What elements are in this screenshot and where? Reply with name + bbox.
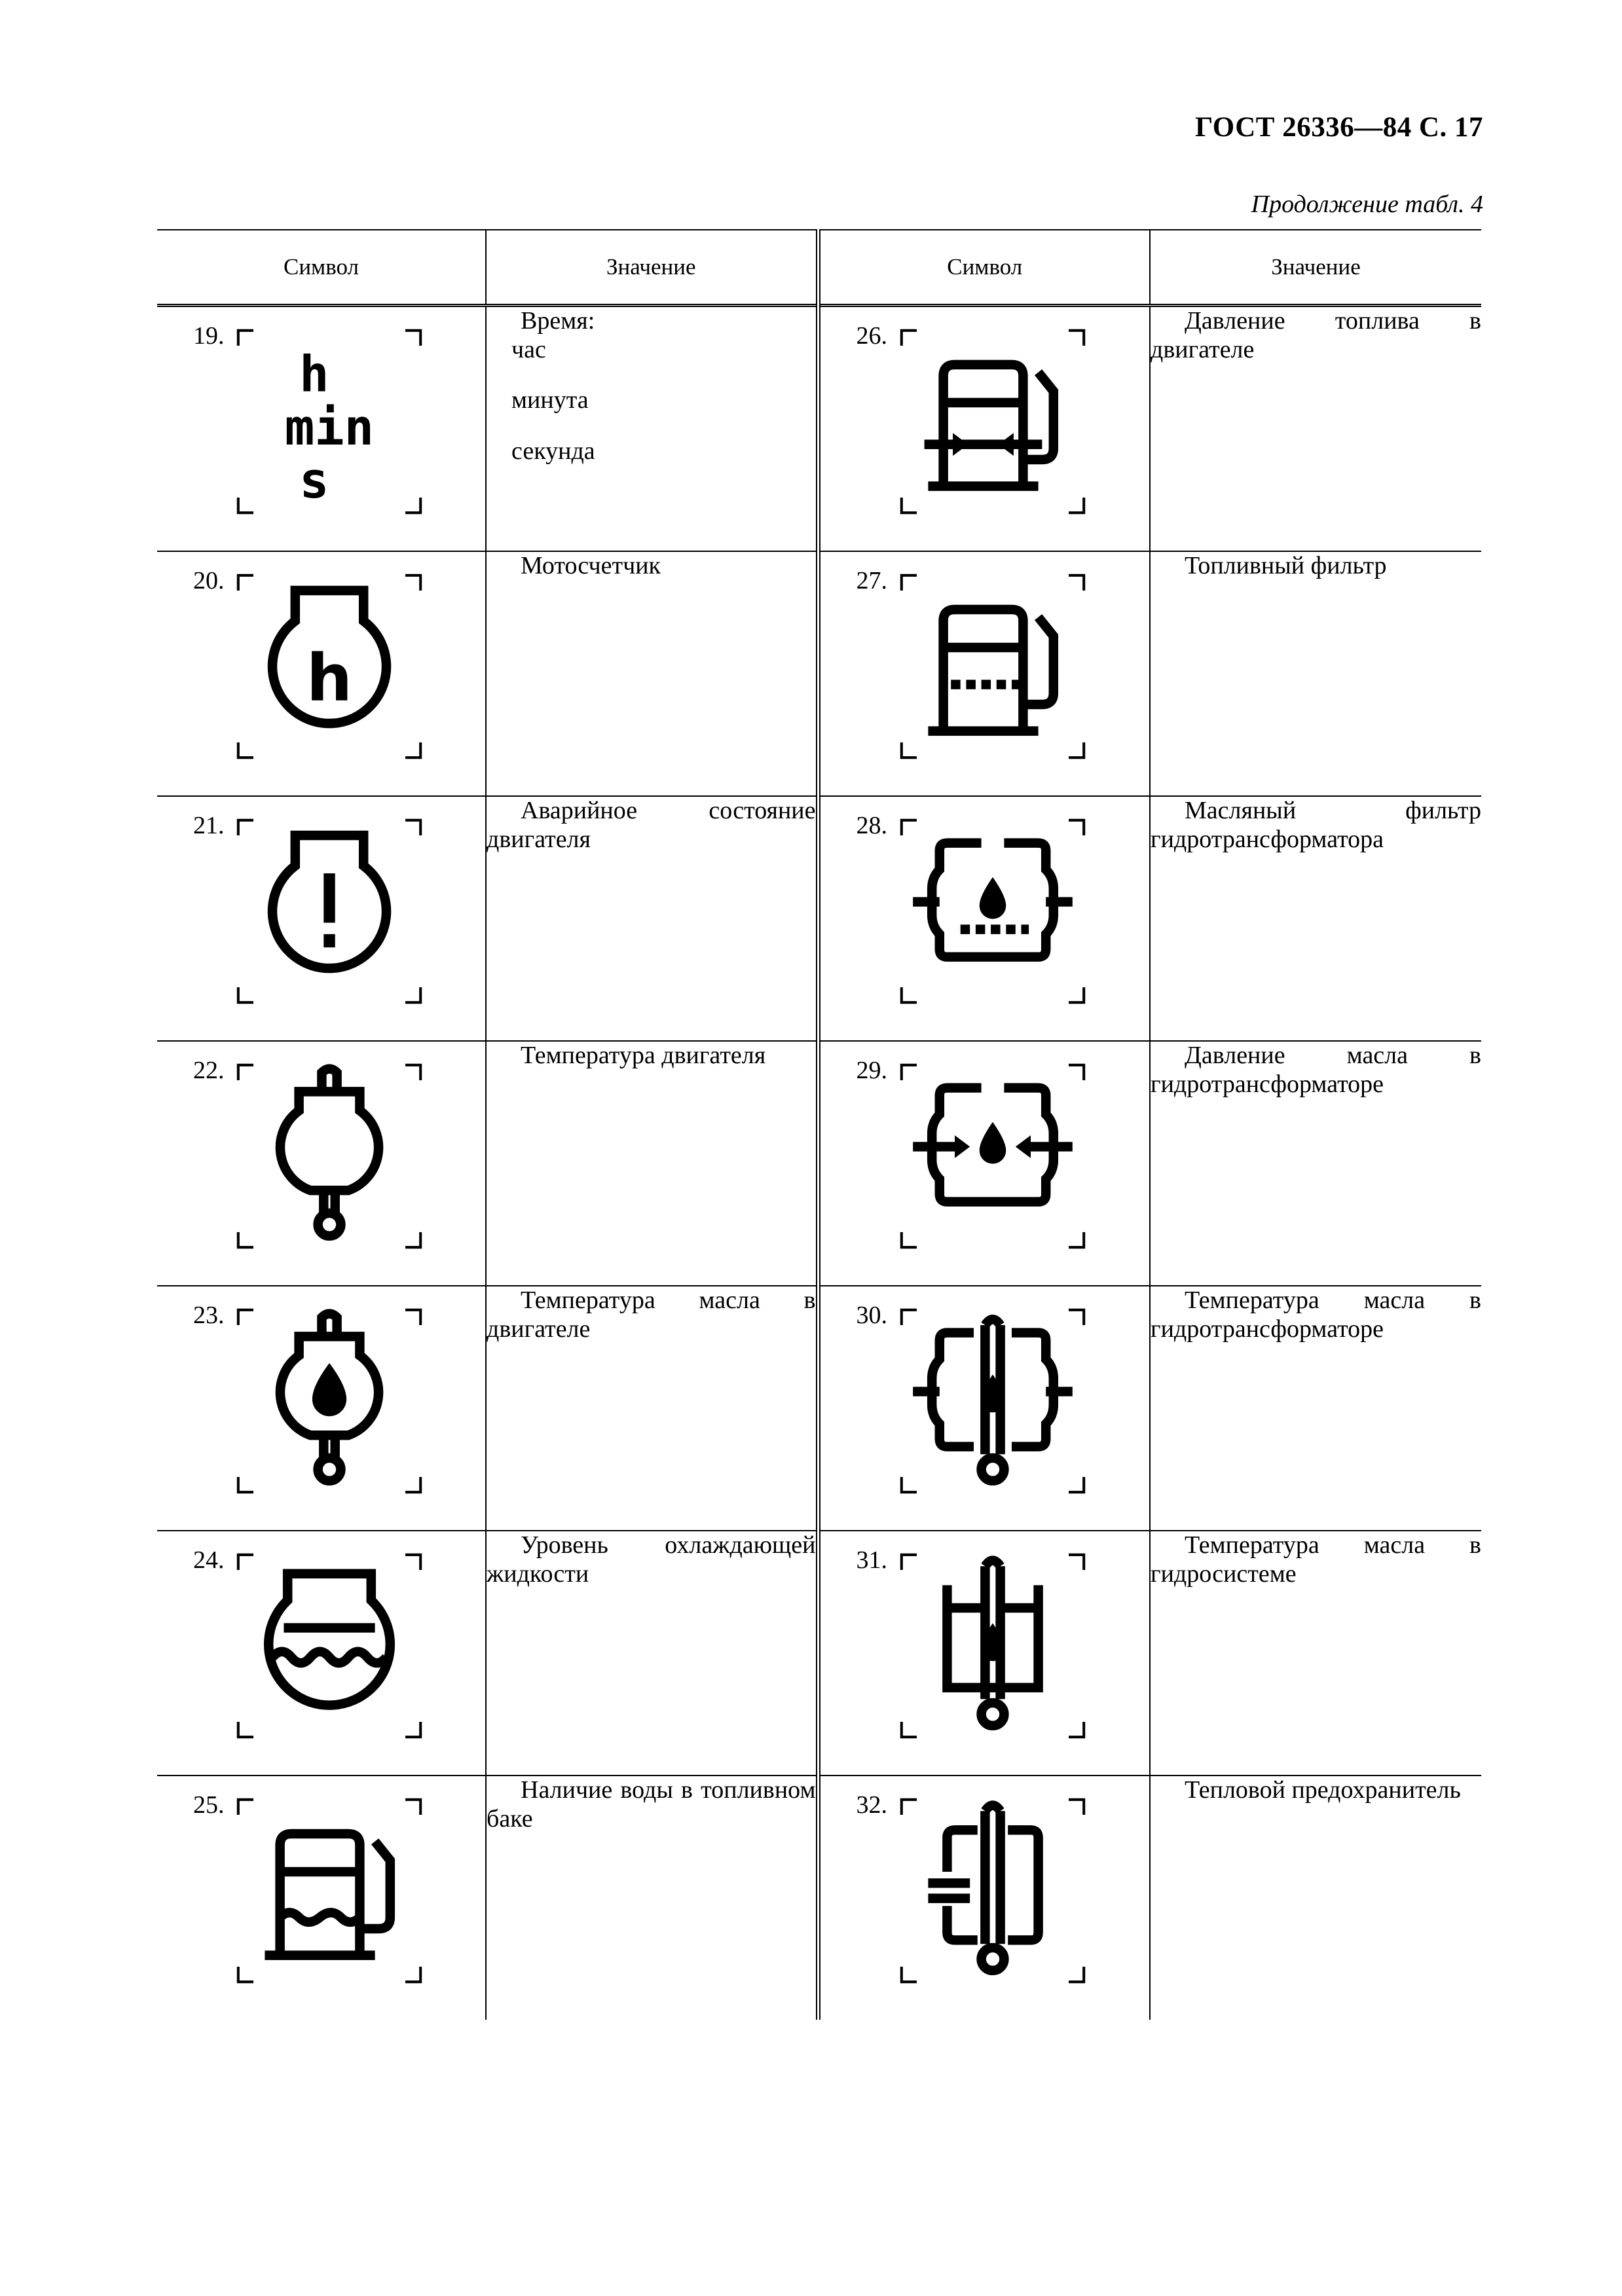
symbol-cell (818, 551, 1150, 796)
symbol-cell (818, 796, 1150, 1041)
item-number: 31. (856, 1546, 887, 1574)
symbol-cell (157, 1041, 486, 1286)
time-hms-icon (234, 327, 424, 517)
meaning-cell (486, 1286, 818, 1531)
symbol-cell (818, 1286, 1150, 1531)
meaning-text: Давление масла в гидротрансформаторе (1151, 1042, 1481, 1098)
meaning-cell (486, 1776, 818, 2020)
table-row (157, 1041, 1481, 1286)
symbols-table (157, 229, 1481, 2020)
table-row (157, 796, 1481, 1041)
symbol-cell (157, 1531, 486, 1776)
symbol-cell (818, 1041, 1150, 1286)
meaning-text: Время: (521, 307, 595, 335)
meaning-text: Температура двигателя (521, 1042, 766, 1069)
column-header-meaning: Значение (486, 230, 818, 306)
item-number: 21. (193, 812, 225, 839)
engine-emergency-icon (234, 816, 424, 1006)
meaning-text: Давление топлива в двигателе (1151, 307, 1481, 363)
symbol-cell (818, 1531, 1150, 1776)
table-row (157, 306, 1481, 552)
meaning-cell (1150, 1286, 1481, 1531)
meaning-cell (1150, 306, 1481, 552)
item-number: 25. (193, 1791, 225, 1819)
symbol-cell (157, 1776, 486, 2020)
meaning-sub-hour: час (511, 335, 546, 363)
meaning-text: Топливный фильтр (1185, 552, 1387, 579)
symbol-cell (157, 306, 486, 552)
item-number: 23. (193, 1302, 225, 1329)
table-row (157, 1776, 1481, 2020)
torque-converter-oil-filter-icon (898, 816, 1088, 1006)
item-number: 20. (193, 567, 225, 594)
meaning-text: Наличие воды в топливном баке (487, 1776, 816, 1832)
meaning-text: Аварийное состояние двигателя (487, 797, 816, 853)
item-number: 22. (193, 1057, 225, 1084)
thermal-fuse-icon (898, 1796, 1088, 1986)
item-number: 32. (856, 1791, 887, 1819)
meaning-cell (486, 1531, 818, 1776)
water-in-fuel-tank-icon (234, 1796, 424, 1986)
table-header-row (157, 230, 1481, 306)
symbol-cell (157, 796, 486, 1041)
meaning-text: Уровень охлаждающей жидкости (487, 1531, 816, 1588)
item-number: 19. (193, 322, 225, 350)
engine-oil-temperature-icon (234, 1306, 424, 1496)
meaning-cell (1150, 796, 1481, 1041)
svg-text:h: h (306, 641, 353, 717)
meaning-cell (486, 796, 818, 1041)
column-header-symbol: Символ (157, 230, 486, 306)
symbol-cell (157, 1286, 486, 1531)
meaning-cell (1150, 1531, 1481, 1776)
meaning-cell (1150, 1041, 1481, 1286)
meaning-text: Температура масла в двигателе (487, 1286, 816, 1343)
page-header: ГОСТ 26336—84 С. 17 (1194, 112, 1483, 143)
meaning-cell (486, 1041, 818, 1286)
meaning-text: Температура масла в гидросистеме (1151, 1531, 1481, 1588)
meaning-cell (1150, 551, 1481, 796)
coolant-level-icon (234, 1551, 424, 1741)
torque-converter-oil-pressure-icon (898, 1061, 1088, 1251)
hour-meter-icon (234, 572, 424, 761)
item-number: 30. (856, 1302, 887, 1329)
table-continuation-label: Продолжение табл. 4 (1251, 191, 1483, 218)
table-row (157, 1286, 1481, 1531)
meaning-text: Тепловой предохранитель (1185, 1776, 1461, 1804)
meaning-sub-minute: минута (511, 386, 589, 414)
meaning-text: Температура масла в гидротрансформаторе (1151, 1286, 1481, 1343)
item-number: 28. (856, 812, 887, 839)
hydraulic-oil-temperature-icon (898, 1551, 1088, 1741)
table-row (157, 1531, 1481, 1776)
meaning-cell (486, 306, 818, 552)
torque-converter-oil-temperature-icon (898, 1306, 1088, 1496)
svg-text:s: s (299, 452, 329, 509)
meaning-sub-second: секунда (511, 437, 595, 465)
meaning-cell (1150, 1776, 1481, 2020)
item-number: 27. (856, 567, 887, 594)
engine-temperature-icon (234, 1061, 424, 1251)
fuel-filter-icon (898, 572, 1088, 761)
svg-text:min: min (284, 398, 375, 456)
item-number: 24. (193, 1546, 225, 1574)
fuel-pressure-engine-icon (898, 327, 1088, 517)
item-number: 29. (856, 1057, 887, 1084)
svg-text:h: h (299, 345, 329, 403)
column-header-meaning-2: Значение (1150, 230, 1481, 306)
meaning-text: Масляный фильтр гидротрансформатора (1151, 797, 1481, 853)
meaning-cell (486, 551, 818, 796)
meaning-text: Мотосчетчик (521, 552, 661, 579)
column-header-symbol-2: Символ (818, 230, 1150, 306)
symbol-cell (818, 306, 1150, 552)
symbol-cell (818, 1776, 1150, 2020)
table-row (157, 551, 1481, 796)
symbol-cell (157, 551, 486, 796)
item-number: 26. (856, 322, 887, 350)
